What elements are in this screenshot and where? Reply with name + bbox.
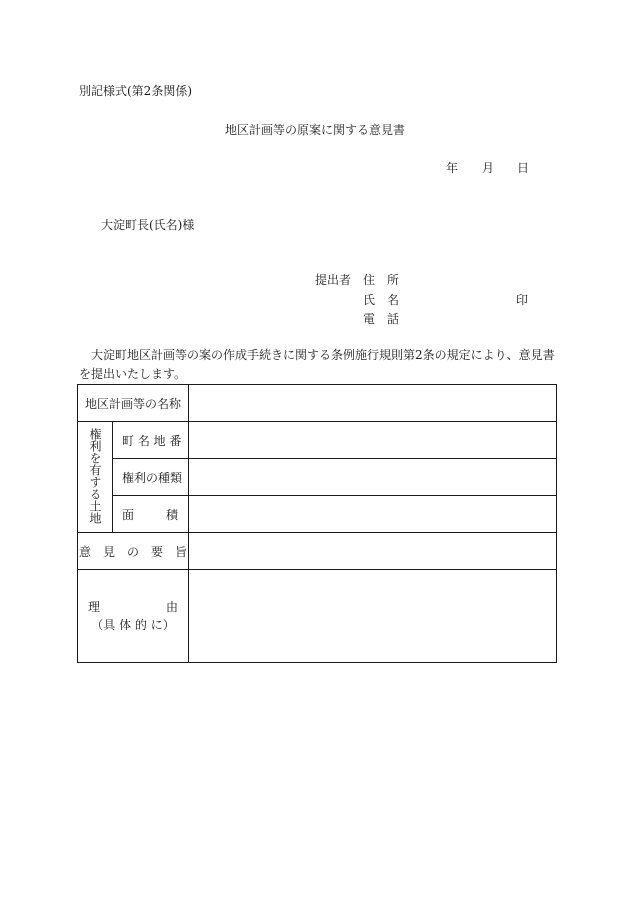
opinion-form-table <box>77 384 557 663</box>
submitter-label: 提出者 <box>315 273 352 287</box>
area-field[interactable] <box>189 496 557 533</box>
document-title: 地区計画等の原案に関する意見書 <box>224 123 405 137</box>
reason-label-left: 理 <box>88 600 101 614</box>
date-month-label: 月 <box>482 161 495 175</box>
reason-field[interactable] <box>189 570 557 663</box>
area-label-right: 積 <box>166 507 179 522</box>
date-day-label: 日 <box>517 161 530 175</box>
right-type-field[interactable] <box>189 459 557 496</box>
area-label-left: 面 <box>122 507 135 522</box>
phone-label: 電 話 <box>363 312 400 326</box>
form-label: 別記様式(第2条関係) <box>79 84 192 98</box>
date-year-label: 年 <box>446 161 459 175</box>
reason-label-right: 由 <box>166 600 179 614</box>
plan-name-field[interactable] <box>189 385 557 422</box>
opinion-field[interactable] <box>189 533 557 570</box>
address-label: 住 所 <box>363 273 400 287</box>
reason-sub-label: （具 体 的 に） <box>91 618 175 632</box>
opinion-label: 意 見 の 要 旨 <box>78 533 189 570</box>
reason-label-cell <box>78 570 189 663</box>
land-rights-label: 権利を有する土地 <box>88 427 102 524</box>
land-rights-label-cell <box>78 422 113 533</box>
town-lot-label: 町 名 地 番 <box>113 422 189 459</box>
plan-name-label: 地区計画等の名称 <box>78 385 189 422</box>
name-label: 氏 名 <box>363 293 400 307</box>
addressee: 大淀町長(氏名)様 <box>101 218 195 232</box>
right-type-label: 権利の種類 <box>113 459 189 496</box>
area-label-cell <box>113 496 189 533</box>
body-text: 大淀町地区計画等の案の作成手続きに関する条例施行規則第2条の規定により、意見書を提出いたします。 <box>79 348 555 381</box>
town-lot-field[interactable] <box>189 422 557 459</box>
seal-label: 印 <box>516 293 529 307</box>
